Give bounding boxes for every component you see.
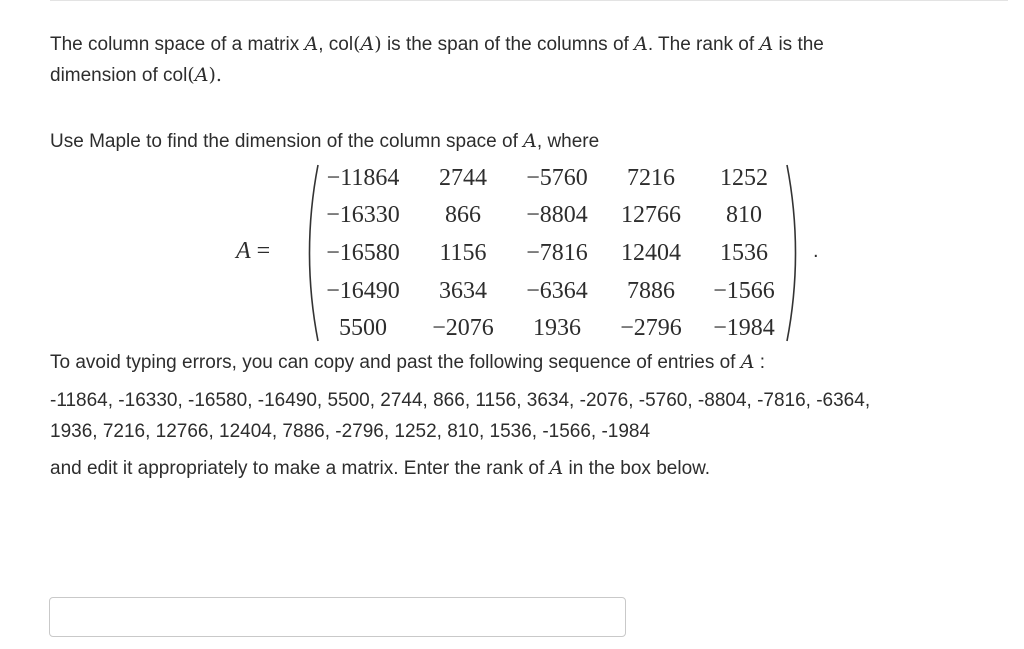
matrix-cell: 12404 <box>621 240 681 266</box>
entry-sequence-line-2: 1936, 7216, 12766, 12404, 7886, -2796, 1252, 810, 1536, -1566, -1984 <box>50 421 651 442</box>
intro-text: is the span of the columns of <box>381 34 635 55</box>
matrix-cell: 5500 <box>339 315 387 341</box>
matrix-cell: −16330 <box>326 202 400 228</box>
matrix-cell: 810 <box>726 202 762 228</box>
matrix-cell: −5760 <box>526 165 588 191</box>
copy-hint-text: To avoid typing errors, you can copy and past the following sequence of entries of <box>50 352 741 373</box>
math-var-a: A <box>523 130 537 152</box>
math-var-a: A <box>549 457 564 479</box>
copy-hint-line <box>50 351 765 374</box>
intro-text: . The rank of <box>647 34 760 55</box>
math-paren: ( <box>353 33 361 55</box>
matrix-cell: 7216 <box>627 165 675 191</box>
matrix-cell: −6364 <box>526 278 588 304</box>
matrix-cell: 1156 <box>439 240 487 266</box>
copy-hint-text: : <box>754 352 766 373</box>
math-paren: ) <box>374 33 382 55</box>
matrix-cell: 1936 <box>533 315 581 341</box>
matrix-cell: 1252 <box>720 165 768 191</box>
matrix-cell: −11864 <box>326 165 400 191</box>
matrix-cell: 12766 <box>621 202 681 228</box>
matrix-cell: −7816 <box>526 240 588 266</box>
rank-answer-input[interactable] <box>49 597 626 637</box>
intro-line-2 <box>50 64 222 87</box>
matrix-cell: −2796 <box>620 315 682 341</box>
math-paren: ) <box>208 64 216 86</box>
math-period: . <box>215 64 222 86</box>
matrix-trailing-period: . <box>813 240 819 262</box>
matrix-cell: 7886 <box>627 278 675 304</box>
matrix-label-var: A <box>236 238 251 264</box>
edit-instruction-line <box>50 457 710 480</box>
matrix-label <box>236 238 270 265</box>
matrix-cell: −2076 <box>432 315 494 341</box>
intro-text: The column space of a matrix <box>50 34 305 55</box>
instruction-text: Use Maple to find the dimension of the column space of <box>50 131 524 152</box>
intro-text: dimension of col <box>50 65 188 86</box>
math-var-a: A <box>740 351 755 373</box>
math-var-a: A <box>634 33 648 55</box>
top-divider <box>50 0 1008 1</box>
matrix-cell: −1984 <box>713 315 775 341</box>
math-paren: ( <box>187 64 195 86</box>
matrix-equals: = <box>256 238 271 264</box>
matrix-cell: −8804 <box>526 202 588 228</box>
instruction-text: , where <box>536 131 600 152</box>
matrix-cell: −16490 <box>326 278 400 304</box>
math-var-a: A <box>194 64 209 86</box>
intro-text: , col <box>318 34 354 55</box>
math-var-a: A <box>304 33 319 55</box>
intro-line-1 <box>50 33 824 56</box>
matrix-cell: −1566 <box>713 278 775 304</box>
intro-text: is the <box>773 34 824 55</box>
math-var-a: A <box>759 33 774 55</box>
entry-sequence-line-1: -11864, -16330, -16580, -16490, 5500, 2744, 866, 1156, 3634, -2076, -5760, -8804, -7816, -6364, <box>50 390 871 411</box>
matrix-cell: 1536 <box>720 240 768 266</box>
math-var-a: A <box>360 33 375 55</box>
edit-instruction-text: in the box below. <box>563 458 711 479</box>
matrix-cell: 2744 <box>439 165 487 191</box>
matrix-cell: 3634 <box>439 278 487 304</box>
matrix-cell: 866 <box>445 202 481 228</box>
edit-instruction-text: and edit it appropriately to make a matrix. Enter the rank of <box>50 458 550 479</box>
matrix-cell: −16580 <box>326 240 400 266</box>
instruction-line <box>50 130 599 153</box>
